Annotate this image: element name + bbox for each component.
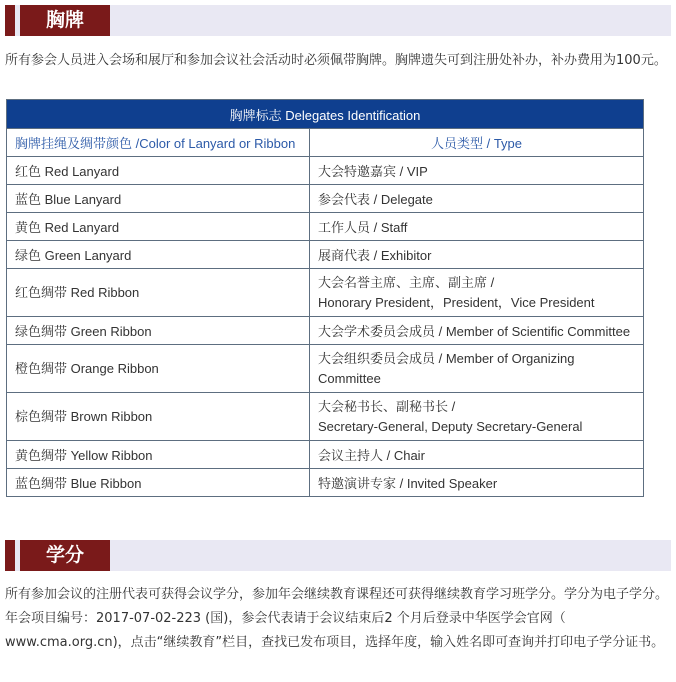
type-line: Honorary President，President，Vice President [318, 294, 595, 310]
section-accent-strip [5, 5, 15, 36]
type-cell: 大会特邀嘉宾 / VIP [310, 157, 644, 185]
type-cell: 会议主持人 / Chair [310, 441, 644, 469]
table-row [7, 345, 644, 393]
section-accent-strip [5, 540, 15, 571]
badge-intro-text: 所有参会人员进入会场和展厅和参加会议社会活动时必须佩带胸牌。胸牌遗失可到注册处补办，补办费用为100元。 [5, 53, 667, 68]
credit-section-header [5, 540, 671, 571]
table-row [7, 469, 644, 497]
color-cell: 橙色绸带 Orange Ribbon [7, 345, 310, 393]
table-row [7, 157, 644, 185]
type-cell: 展商代表 / Exhibitor [310, 241, 644, 269]
type-line: 大会组织委员会成员 / Member of Organizing [318, 350, 575, 366]
type-cell: 特邀演讲专家 / Invited Speaker [310, 469, 644, 497]
type-cell [310, 269, 644, 317]
type-cell: 参会代表 / Delegate [310, 185, 644, 213]
color-cell: 蓝色绸带 Blue Ribbon [7, 469, 310, 497]
type-cell: 工作人员 / Staff [310, 213, 644, 241]
table-caption: 胸牌标志 Delegates Identification [7, 100, 644, 129]
badge-section-header [5, 5, 671, 36]
table-row [7, 213, 644, 241]
color-cell: 绿色 Green Lanyard [7, 241, 310, 269]
type-line: Secretary-General, Deputy Secretary-General [318, 418, 583, 434]
type-line: 大会名誉主席、主席、副主席 / [318, 274, 495, 290]
type-cell: 大会学术委员会成员 / Member of Scientific Committee [310, 317, 644, 345]
section-title: 胸牌 [20, 5, 110, 36]
section-title: 学分 [20, 540, 110, 571]
type-cell [310, 345, 644, 393]
table-row [7, 393, 644, 441]
color-cell: 红色绸带 Red Ribbon [7, 269, 310, 317]
delegates-identification-table [6, 99, 644, 497]
color-cell: 棕色绸带 Brown Ribbon [7, 393, 310, 441]
table-row [7, 269, 644, 317]
color-cell: 绿色绸带 Green Ribbon [7, 317, 310, 345]
column-header-type: 人员类型 / Type [310, 129, 644, 157]
color-cell: 蓝色 Blue Lanyard [7, 185, 310, 213]
color-cell: 红色 Red Lanyard [7, 157, 310, 185]
table-header-row [7, 129, 644, 157]
table-row [7, 441, 644, 469]
color-cell: 黄色 Red Lanyard [7, 213, 310, 241]
table-row [7, 317, 644, 345]
table-row [7, 185, 644, 213]
color-cell: 黄色绸带 Yellow Ribbon [7, 441, 310, 469]
credit-text: 所有参加会议的注册代表可获得会议学分，参加年会继续教育课程还可获得继续教育学习班学分。学分为电子学分。年会项目编号：2017-07-02-223 (国)，参会代表请于会议结束后2 个月后登录中华医学会官网（ www.cma.org.cn)，点击“继续教育”栏目，查找已发布项目，选择年度，输入姓名即可查询并打印电子学分证书。 [5, 587, 669, 650]
type-cell [310, 393, 644, 441]
column-header-color: 胸牌挂绳及绸带颜色 /Color of Lanyard or Ribbon [7, 129, 310, 157]
type-line: Committee [318, 370, 381, 386]
table-row [7, 241, 644, 269]
type-line: 大会秘书长、副秘书长 / [318, 398, 456, 414]
